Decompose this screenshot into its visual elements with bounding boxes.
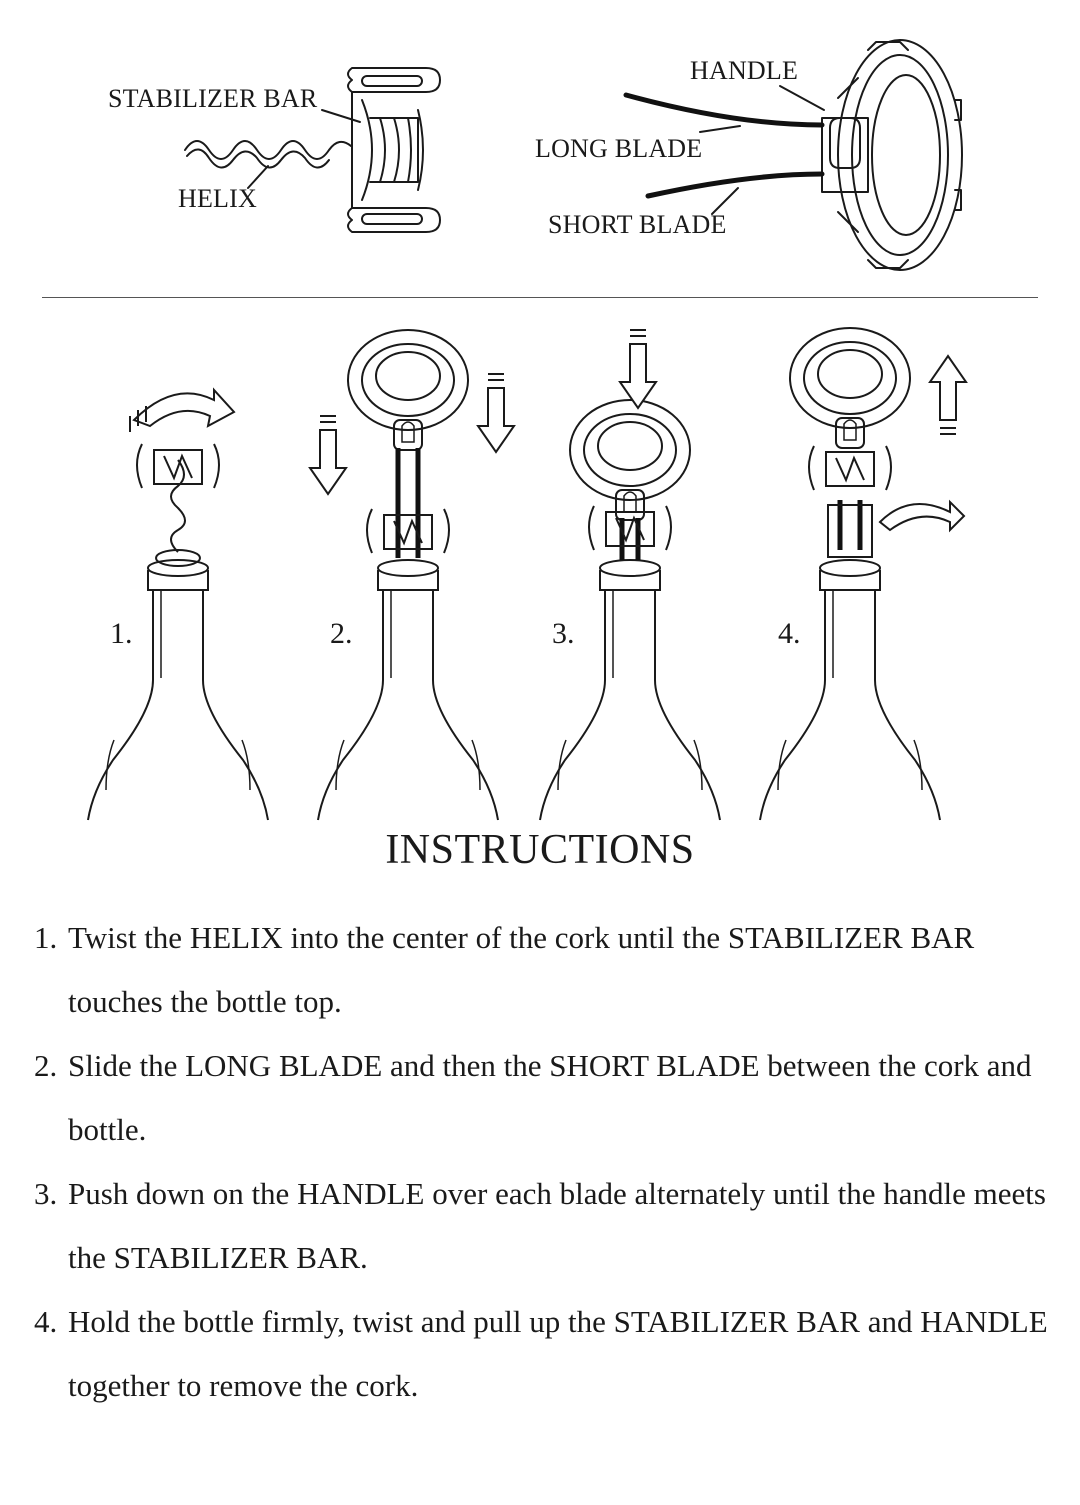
instruction-number: 1.: [34, 920, 58, 955]
step-3-number: 3.: [552, 617, 575, 650]
instruction-text: Push down on the HANDLE over each blade alternately until the handle meets the STABILIZER BAR.: [68, 1176, 1046, 1275]
instruction-item: [34, 906, 1064, 1034]
instruction-item: [34, 1162, 1064, 1290]
short-blade-label: SHORT BLADE: [548, 210, 727, 239]
instruction-text: Twist the HELIX into the center of the cork until the STABILIZER BAR touches the bottle top.: [68, 920, 975, 1019]
instruction-number: 3.: [34, 1176, 58, 1211]
instructions-list: [34, 906, 1064, 1418]
step-1-number: 1.: [110, 617, 133, 650]
steps-drawing: [0, 300, 1080, 760]
instruction-number: 2.: [34, 1048, 58, 1083]
long-blade-label: LONG BLADE: [535, 134, 703, 163]
instruction-number: 4.: [34, 1304, 58, 1339]
instruction-text: Slide the LONG BLADE and then the SHORT BLADE between the cork and bottle.: [68, 1048, 1032, 1147]
section-divider: [42, 297, 1038, 298]
step-4-number: 4.: [778, 617, 801, 650]
instruction-text: Hold the bottle firmly, twist and pull up the STABILIZER BAR and HANDLE together to remove the cork.: [68, 1304, 1048, 1403]
stabilizer-bar-label: STABILIZER BAR: [108, 84, 318, 113]
step-2-number: 2.: [330, 617, 353, 650]
instruction-item: [34, 1034, 1064, 1162]
handle-label: HANDLE: [690, 56, 799, 85]
instructions-title: INSTRUCTIONS: [385, 827, 695, 873]
helix-label: HELIX: [178, 184, 257, 213]
instruction-item: [34, 1290, 1064, 1418]
